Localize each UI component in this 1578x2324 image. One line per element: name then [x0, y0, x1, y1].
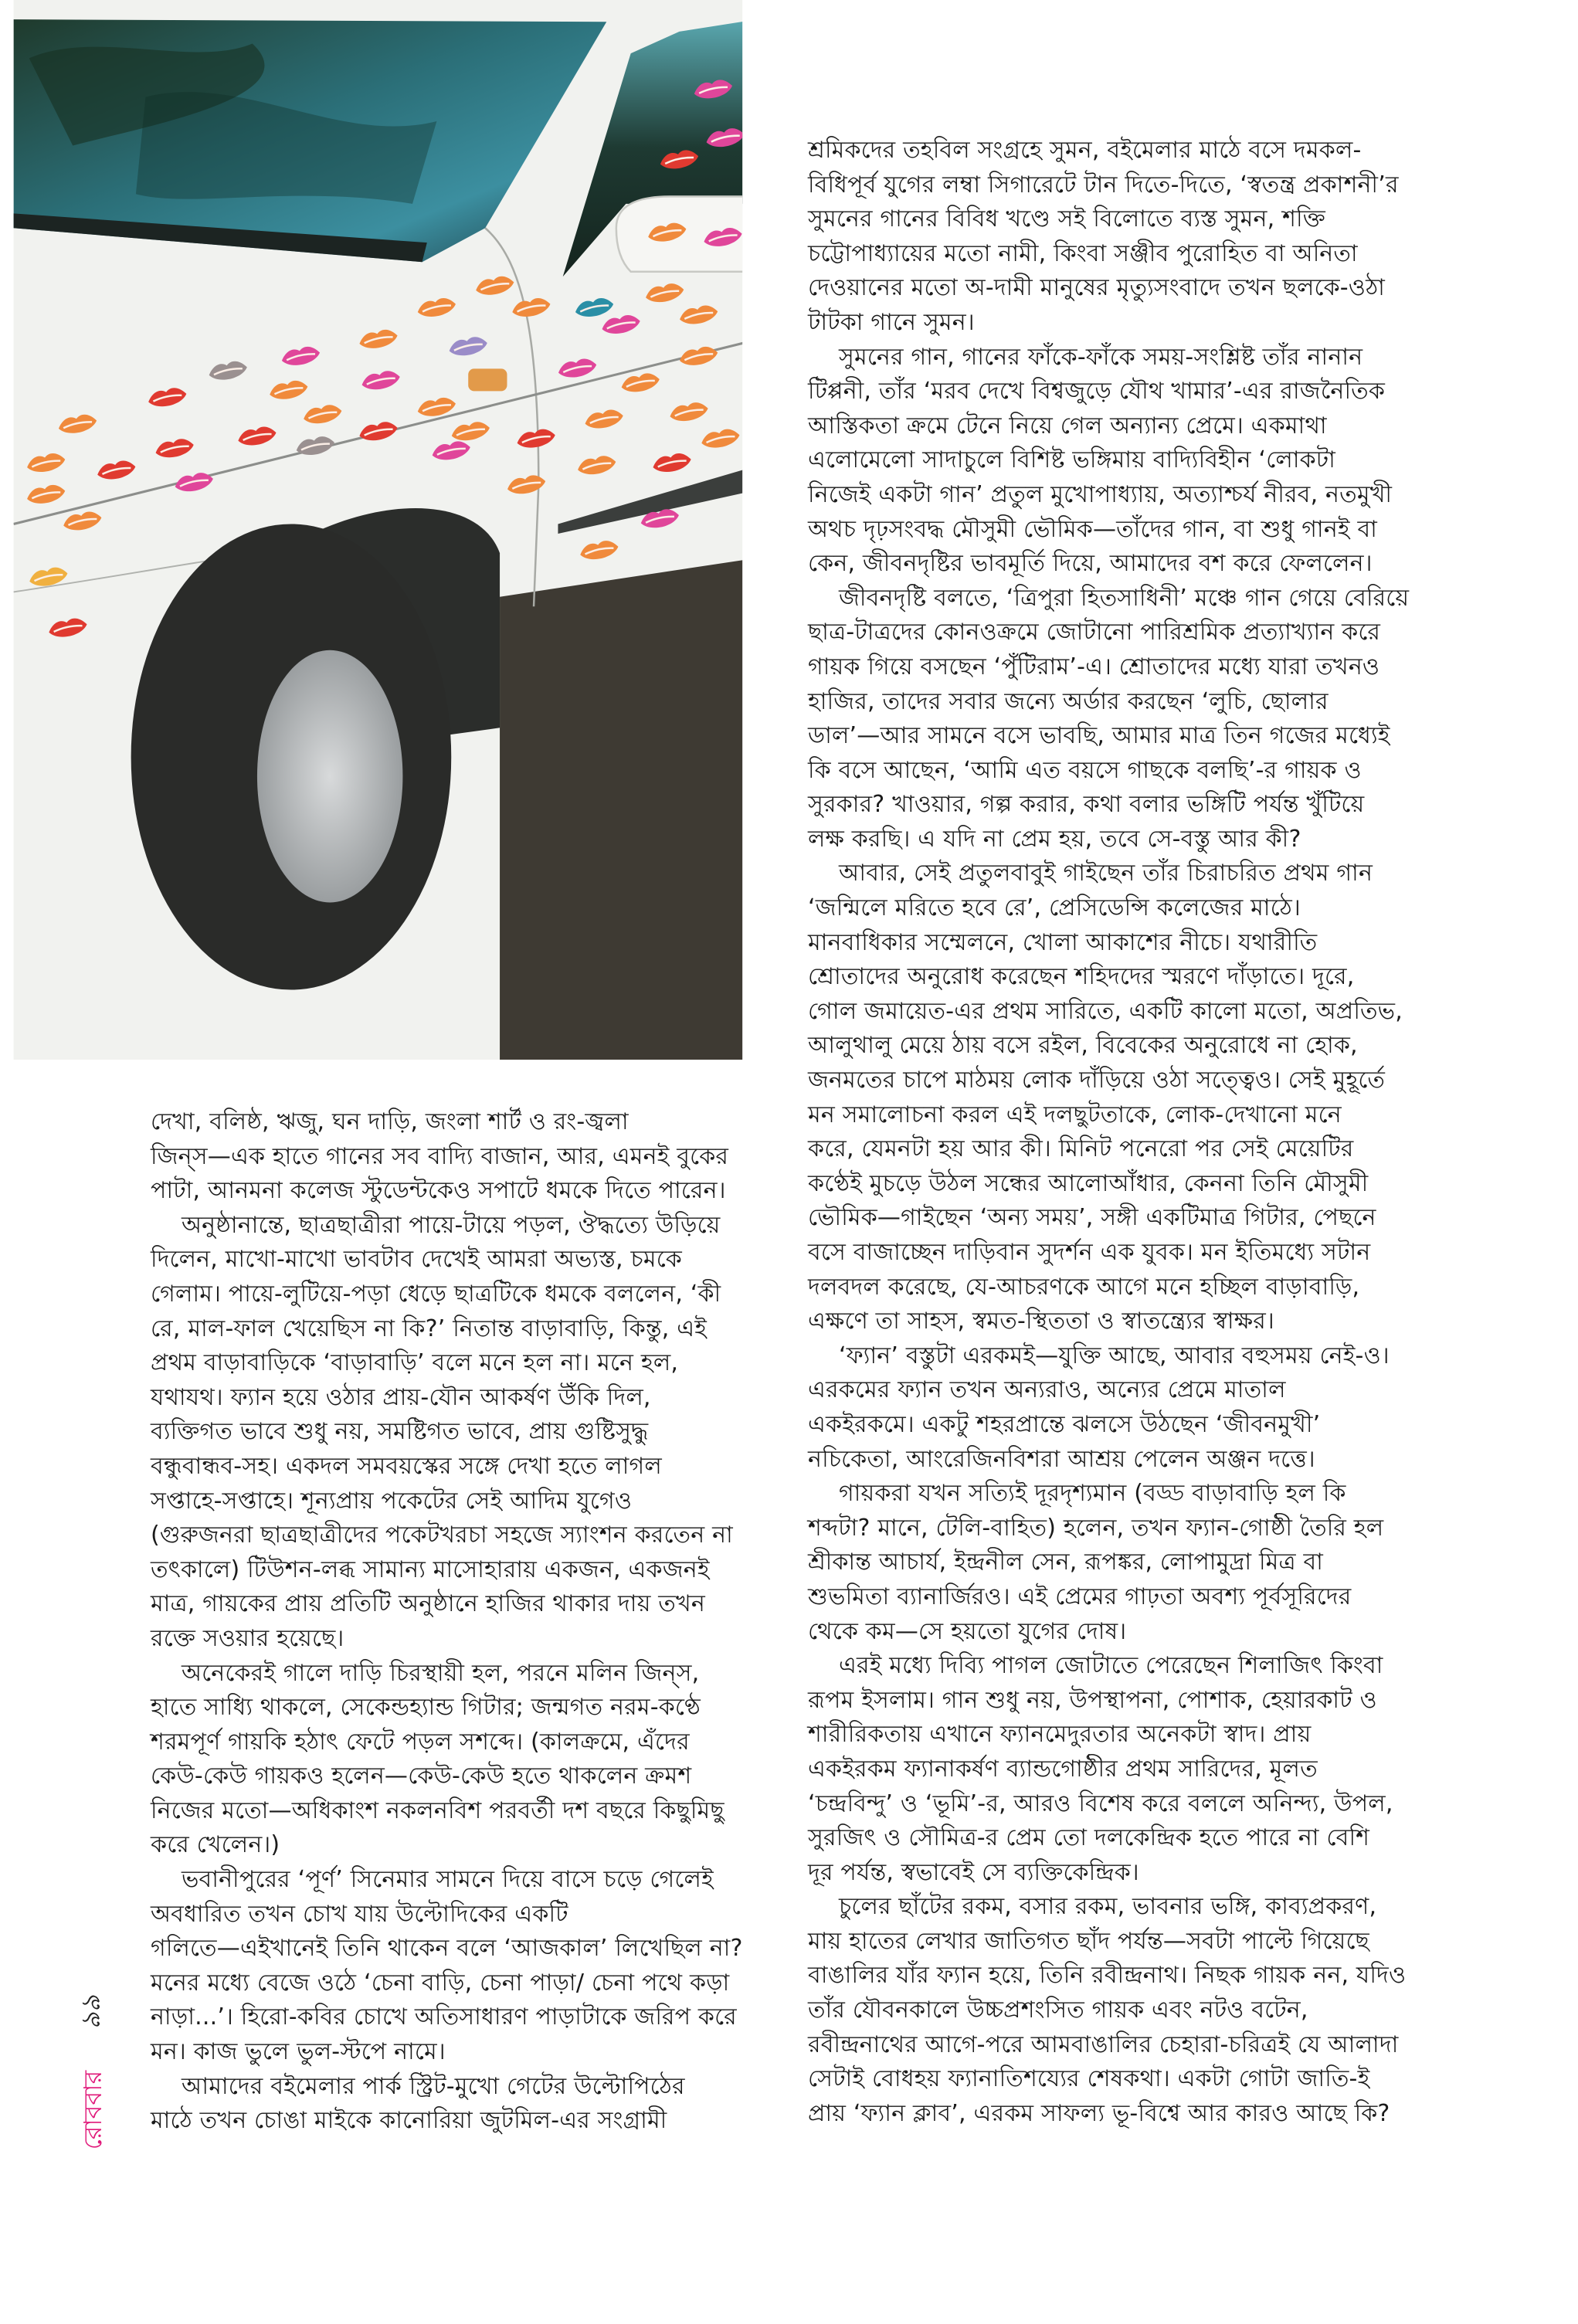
text-line: থেকে কম—সে হয়তো যুগের দোষ।: [808, 1617, 1127, 1645]
text-line: আলুথালু মেয়ে ঠায় বসে রইল, বিবেকের অনুরোধে না হোক,: [808, 1032, 1358, 1060]
paragraph: [808, 582, 1418, 857]
text-line: মানবাধিকার সম্মেলনে, খোলা আকাশের নীচে। যথারীতি: [808, 928, 1318, 956]
page-number: ৯৯: [76, 1994, 107, 2030]
text-line: মন। কাজ ভুলে ভুল-স্টপে নামে।: [151, 2038, 446, 2066]
text-line: টিপ্পনী, তাঁর ‘মরব দেখে বিশ্বজুড়ে যৌথ খামার’-এর রাজনৈতিক: [808, 378, 1386, 405]
text-line: রে, মাল-ফাল খেয়েছিস না কি?’ নিতান্ত বাড়াবাড়ি, কিন্তু, এই: [151, 1315, 708, 1342]
text-line: আবার, সেই প্রতুলবাবুই গাইছেন তাঁর চিরাচরিত প্রথম গান: [839, 860, 1373, 887]
text-line: সুরকার? খাওয়ার, গল্প করার, কথা বলার ভঙ্গিটি পর্যন্ত খুঁটিয়ে: [808, 791, 1365, 819]
text-line: চট্টোপাধ্যায়ের মতো নামী, কিংবা সঞ্জীব পুরোহিত বা অনিতা: [808, 239, 1358, 267]
text-line: দেওয়ানের মতো অ-দামী মানুষের মৃত্যুসংবাদে তখন ছলকে-ওঠা: [808, 274, 1385, 302]
text-line: তাঁর যৌবনকালে উচ্চপ্রশংসিত গায়ক এবং নটও বটেন,: [808, 1997, 1308, 2024]
text-line: একইরকম ফ্যানাকর্ষণ ব্যান্ডগোষ্ঠীর প্রথম সারিদের, মূলত: [808, 1755, 1318, 1783]
folio: [71, 1989, 117, 2166]
text-line: শারীরিকতায় এখানে ফ্যানমেদুরতার অনেকটা স্বাদ। প্রায়: [808, 1721, 1312, 1749]
text-line: দূর পর্যন্ত, স্বভাবেই সে ব্যক্তিকেন্দ্রিক।: [808, 1858, 1139, 1886]
wheel-hub: [257, 650, 402, 903]
paragraph: [151, 1209, 761, 1657]
text-line: দলবদল করেছে, যে-আচরণকে আগে মনে হচ্ছিল বাড়াবাড়ি,: [808, 1273, 1360, 1301]
text-line: ভবানীপুরের ‘পূর্ণ’ সিনেমার সামনে দিয়ে বাসে চড়ে গেলেই: [182, 1866, 714, 1894]
text-line: হাতে সাধ্যি থাকলে, সেকেন্ডহ্যান্ড গিটার; জন্মগত নরম-কণ্ঠে: [151, 1694, 701, 1722]
paragraph: [808, 341, 1418, 582]
text-line: নচিকেতা, আংরেজিনবিশরা আশ্রয় পেলেন অঞ্জন দত্তে।: [808, 1445, 1315, 1473]
side-indicator: [468, 368, 507, 391]
paragraph: [808, 1339, 1418, 1477]
text-line: অনেকেরই গালে দাড়ি চিরস্থায়ী হল, পরনে মলিন জিন্‌স,: [182, 1659, 700, 1687]
text-line: হাজির, তাদের সবার জন্যে অর্ডার করছেন ‘লুচি, ছোলার: [808, 687, 1329, 715]
text-line: গলিতে—এইখানেই তিনি থাকেন বলে ‘আজকাল’ লিখেছিল না?: [151, 1935, 743, 1963]
text-line: অনুষ্ঠানান্তে, ছাত্রছাত্রীরা পায়ে-টায়ে পড়ল, ঔদ্ধত্যে উড়িয়ে: [182, 1211, 721, 1239]
text-line: পাটা, আনমনা কলেজ স্টুডেন্টকেও সপাটে ধমকে দিতে পারেন।: [151, 1177, 726, 1205]
text-line: মনের মধ্যে বেজে ওঠে ‘চেনা বাড়ি, চেনা পাড়া/ চেনা পথে কড়া: [151, 1969, 730, 1997]
text-line: দিলেন, মাখো-মাখো ভাবটাব দেখেই আমরা অভ্যস্ত, চমকে: [151, 1246, 682, 1274]
text-line: চুলের ছাঁটের রকম, বসার রকম, ভাবনার ভঙ্গি, কাব্যপ্রকরণ,: [839, 1893, 1377, 1921]
text-line: কি বসে আছেন, ‘আমি এত বয়সে গাছকে বলছি’-র গায়ক ও: [808, 756, 1362, 784]
text-line: শ্রমিকদের তহবিল সংগ্রহে সুমন, বইমেলার মাঠে বসে দমকল-: [808, 137, 1362, 164]
text-line: তৎকালে) টিউশন-লব্ধ সামান্য মাসোহারায় একজন, একজনই: [151, 1556, 710, 1583]
text-line: সপ্তাহে-সপ্তাহে। শূন্যপ্রায় পকেটের সেই আদিম যুগেও: [151, 1487, 633, 1515]
text-line: ‘চন্দ্রবিন্দু’ ও ‘ভূমি’-র, আরও বিশেষ করে বললে অনিন্দ্য, উপল,: [808, 1790, 1393, 1817]
text-line: গেলাম। পায়ে-লুটিয়ে-পড়া ধেড়ে ছাত্রটিকে ধমকে বললেন, ‘কী: [151, 1280, 721, 1308]
paragraph: [808, 134, 1418, 341]
article-column-left: [151, 1105, 761, 2139]
text-line: বসে বাজাচ্ছেন দাড়িবান সুদর্শন এক যুবক। মন ইতিমধ্যে সটান: [808, 1239, 1371, 1266]
text-line: অথচ দৃঢ়সংবদ্ধ মৌসুমী ভৌমিক—তাঁদের গান, বা শুধু গানই বা: [808, 515, 1378, 543]
text-line: এলোমেলো সাদাচুলে বিশিষ্ট ভঙ্গিমায় বাদ্যিবিহীন ‘লোকটা: [808, 446, 1336, 474]
text-line: এরই মধ্যে দিব্যি পাগল জোটাতে পেরেছেন শিলাজিৎ কিংবা: [839, 1652, 1383, 1680]
text-line: জিন্‌স—এক হাতে গানের সব বাদ্যি বাজান, আর, এমনই বুকের: [151, 1142, 729, 1170]
text-line: রূপম ইসলাম। গান শুধু নয়, উপস্থাপনা, পোশাক, হেয়ারকাট ও: [808, 1686, 1377, 1714]
text-line: ব্যক্তিগত ভাবে শুধু নয়, সমষ্টিগত ভাবে, প্রায় গুষ্টিসুদ্ধু: [151, 1418, 649, 1446]
text-line: সুরজিৎ ও সৌমিত্র-র প্রেম তো দলকেন্দ্রিক হতে পারে না বেশি: [808, 1824, 1370, 1852]
text-line: মাঠে তখন চোঙা মাইকে কানোরিয়া জুটমিল-এর সংগ্রামী: [151, 2107, 667, 2135]
text-line: শ্রীকান্ত আচার্য, ইন্দ্রনীল সেন, রূপঙ্কর, লোপামুদ্রা মিত্র বা: [808, 1549, 1324, 1576]
paragraph: [808, 1477, 1418, 1649]
text-line: নিজের মতো—অধিকাংশ নকলনবিশ পরবর্তী দশ বছরে কিছুমিছু: [151, 1796, 725, 1824]
text-line: টাটকা গানে সুমন।: [808, 308, 975, 336]
car-with-lipstick-kisses-photo: [0, 0, 757, 1060]
article-column-right: [808, 134, 1418, 2131]
text-line: মায় হাতের লেখার জাতিগত ছাঁদ পর্যন্ত—সবটা পাল্টে গিয়েছে: [808, 1927, 1369, 1955]
paragraph: [808, 857, 1418, 1338]
text-line: রক্তে সওয়ার হয়েছে।: [151, 1624, 344, 1652]
text-line: রবীন্দ্রনাথের আগে-পরে আমবাঙালির চেহারা-চরিত্রই যে আলাদা: [808, 2031, 1399, 2058]
text-line: এক্ষণে তা সাহস, স্বমত-স্থিততা ও স্বাতন্ত্র্যের স্বাক্ষর।: [808, 1308, 1274, 1335]
text-line: কেউ-কেউ গায়কও হলেন—কেউ-কেউ হতে থাকলেন ক্রমশ: [151, 1763, 692, 1790]
text-line: বাঙালির যাঁর ফ্যান হয়ে, তিনি রবীন্দ্রনাথ। নিছক গায়ক নন, যদিও: [808, 1962, 1407, 1990]
paragraph: [151, 1657, 761, 1864]
text-line: শ্রোতাদের অনুরোধ করেছেন শহিদদের স্মরণে দাঁড়াতে। দূরে,: [808, 963, 1355, 991]
text-line: জনমতের চাপে মাঠময় লোক দাঁড়িয়ে ওঠা সত্ত্বেও। সেই মুহূর্তে: [808, 1067, 1386, 1094]
ground: [500, 558, 757, 1060]
text-line: আমাদের বইমেলার পার্ক স্ট্রিট-মুখো গেটের উল্টোপিঠের: [182, 2072, 685, 2100]
text-line: গায়ক গিয়ে বসছেন ‘পুঁটিরাম’-এ। শ্রোতাদের মধ্যে যারা তখনও: [808, 653, 1380, 680]
text-line: মন সমালোচনা করল এই দলছুটতাকে, লোক-দেখানো মনে: [808, 1101, 1342, 1128]
text-line: একইরকমে। একটু শহরপ্রান্তে ঝলসে উঠছেন ‘জীবনমুখী’: [808, 1410, 1321, 1438]
paragraph: [808, 1649, 1418, 1890]
text-line: ছাত্র-টাত্রদের কোনওক্রমে জোটানো পারিশ্রমিক প্রত্যাখ্যান করে: [808, 619, 1381, 646]
text-line: করে খেলেন।): [151, 1831, 280, 1859]
paragraph: [808, 1890, 1418, 2131]
text-line: নিজেই একটা গান’ প্রতুল মুখোপাধ্যায়, অত্যাশ্চর্য নীরব, নতমুখী: [808, 480, 1393, 508]
text-line: বিধিপূর্ব যুগের লম্বা সিগারেটে টান দিতে-দিতে, ‘স্বতন্ত্র প্রকাশনী’র: [808, 171, 1399, 198]
paragraph: [151, 2070, 761, 2139]
text-line: (গুরুজনরা ছাত্রছাত্রীদের পকেটখরচা সহজে স্যাংশন করতেন না: [151, 1522, 733, 1549]
text-line: যথাযথ। ফ্যান হয়ে ওঠার প্রায়-যৌন আকর্ষণ উঁকি দিল,: [151, 1383, 651, 1411]
text-line: কণ্ঠেই মুচড়ে উঠল সন্ধের আলোআঁধার, কেননা তিনি মৌসুমী: [808, 1169, 1369, 1197]
text-line: গায়করা যখন সত্যিই দূরদৃশ্যমান (বড্ড বাড়াবাড়ি হল কি: [839, 1480, 1346, 1508]
magazine-name: রোববার: [78, 2070, 107, 2150]
text-line: প্রথম বাড়াবাড়িকে ‘বাড়াবাড়ি’ বলে মনে হল না। মনে হল,: [151, 1349, 679, 1377]
text-line: লক্ষ করছি। এ যদি না প্রেম হয়, তবে সে-বস্তু আর কী?: [808, 825, 1301, 853]
text-line: করে, যেমনটা হয় আর কী। মিনিট পনেরো পর সেই মেয়েটির: [808, 1135, 1354, 1163]
text-line: শব্দটা? মানে, টেলি-বাহিত) হলেন, তখন ফ্যান-গোষ্ঠী তৈরি হল: [808, 1514, 1384, 1542]
text-line: সুমনের গানের বিবিধ খণ্ডে সই বিলোতে ব্যস্ত সুমন, শক্তি: [808, 205, 1325, 233]
text-line: এরকমের ফ্যান তখন অন্যরাও, অন্যের প্রেমে মাতাল: [808, 1376, 1286, 1404]
text-line: মাত্র, গায়কের প্রায় প্রতিটি অনুষ্ঠানে হাজির থাকার দায় তখন: [151, 1590, 706, 1618]
text-line: সুমনের গান, গানের ফাঁকে-ফাঁকে সময়-সংশ্লিষ্ট তাঁর নানান: [839, 343, 1363, 371]
text-line: প্রায় ‘ফ্যান ক্লাব’, এরকম সাফল্য ভূ-বিশ্বে আর কারও আছে কি?: [808, 2099, 1390, 2127]
text-line: দেখা, বলিষ্ঠ, ঋজু, ঘন দাড়ি, জংলা শার্ট ও রং-জ্বলা: [151, 1108, 629, 1135]
text-line: ‘ফ্যান’ বস্তুটা এরকমই—যুক্তি আছে, আবার বহুসময় নেই-ও।: [839, 1342, 1390, 1369]
text-line: নাড়া...’। হিরো-কবির চোখে অতিসাধারণ পাড়াটাকে জরিপ করে: [151, 2003, 737, 2031]
paragraph: [151, 1863, 761, 2070]
text-line: ডাল’—আর সামনে বসে ভাবছি, আমার মাত্র তিন গজের মধ্যেই: [808, 722, 1390, 750]
text-line: কেন, জীবনদৃষ্টির ভাবমূর্তি দিয়ে, আমাদের বশ করে ফেললেন।: [808, 550, 1373, 578]
text-line: ভৌমিক—গাইছেন ‘অন্য সময়’, সঙ্গী একটিমাত্র গিটার, পেছনে: [808, 1204, 1376, 1232]
text-line: অবধারিত তখন চোখ যায় উল্টোদিকের একটি: [151, 1900, 568, 1928]
text-line: বন্ধুবান্ধব-সহ। একদল সমবয়স্কের সঙ্গে দেখা হতে লাগল: [151, 1452, 662, 1480]
text-line: গোল জমায়েত-এর প্রথম সারিতে, একটি কালো মতো, অপ্রতিভ,: [808, 997, 1403, 1025]
text-line: শরমপূর্ণ গায়কি হঠাৎ ফেটে পড়ল সশব্দে। (কালক্রমে, এঁদের: [151, 1728, 690, 1756]
text-line: ‘জন্মিলে মরিতে হবে রে’, প্রেসিডেন্সি কলেজের মাঠে।: [808, 894, 1301, 922]
text-line: শুভমিতা ব্যানার্জিরও। এই প্রেমের গাঢ়তা অবশ্য পূর্বসূরিদের: [808, 1583, 1352, 1610]
text-line: সেটাই বোধহয় ফ্যানাতিশয্যের শেষকথা। একটা গোটা জাতি-ই: [808, 2065, 1370, 2093]
text-line: জীবনদৃষ্টি বলতে, ‘ত্রিপুরা হিতসাধিনী’ মঞ্চে গান গেয়ে বেরিয়ে: [839, 584, 1410, 612]
paragraph: [151, 1105, 761, 1209]
text-line: আস্তিকতা ক্রমে টেনে নিয়ে গেল অন্যান্য প্রেমে। একমাথা: [808, 412, 1327, 439]
